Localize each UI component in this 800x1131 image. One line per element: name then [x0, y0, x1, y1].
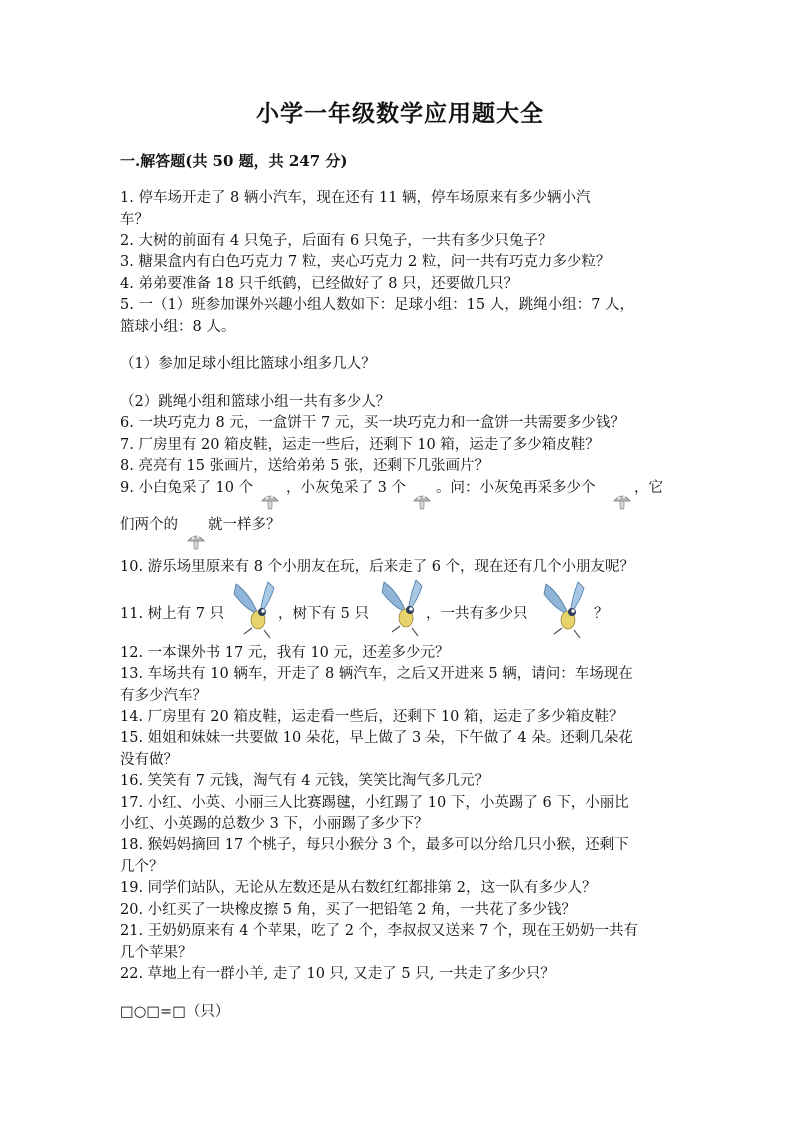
question-line: 2. 大树的前面有 4 只兔子，后面有 6 只兔子，一共有多少只兔子？: [120, 233, 553, 249]
mushroom-icon: [412, 490, 432, 514]
question-line: 14. 厂房里有 20 箱皮鞋，运走看一些后，还剩下 10 箱，运走了多少箱皮鞋？: [120, 709, 624, 725]
bird-icon: [538, 580, 586, 640]
question-line: 18. 猴妈妈摘回 17 个桃子，每只小猴分 3 个，最多可以分给几只小猴，还剩下: [120, 837, 629, 853]
bird-icon: [228, 580, 276, 640]
question-line: 6. 一块巧克力 8 元，一盒饼干 7 元，买一块巧克力和一盒饼一共需要多少钱？: [120, 415, 625, 431]
question-line: 4. 弟弟要准备 18 只千纸鹤，已经做好了 8 只，还要做几只？: [120, 276, 519, 292]
mushroom-icon: [186, 530, 206, 554]
q9-part: 们两个的: [120, 517, 178, 533]
page-title: 小学一年级数学应用题大全: [256, 100, 544, 127]
mushroom-icon: [260, 490, 280, 514]
question-line: 17. 小红、小英、小丽三人比赛踢毽，小红踢了 10 下，小英踢了 6 下，小丽比: [120, 795, 629, 811]
q11-part: ？: [594, 606, 609, 622]
mushroom-icon: [612, 490, 632, 514]
question-line: 21. 王奶奶原来有 4 个苹果，吃了 2 个，李叔叔又送来 7 个，现在王奶奶一共有: [120, 923, 638, 939]
q9-part: ，它: [634, 480, 663, 496]
question-line: 12. 一本课外书 17 元，我有 10 元，还差多少元？: [120, 645, 450, 661]
q11-part: ，树下有 5 只: [278, 606, 369, 622]
bird-icon: [376, 578, 424, 638]
question-line: 5. 一（1）班参加课外兴趣小组人数如下：足球小组：15 人，跳绳小组：7 人，: [120, 297, 635, 313]
answer-formula: □○□=□（只）: [120, 1004, 230, 1020]
question-line: 15. 姐姐和妹妹一共要做 10 朵花，早上做了 3 朵，下午做了 4 朵。还剩几朵花: [120, 730, 633, 746]
q9-part: 就一样多？: [208, 517, 281, 533]
question-line: 有多少汽车？: [120, 688, 207, 704]
question-line: 篮球小组：8 人。: [120, 319, 236, 335]
q9-part: 9. 小白兔采了 10 个: [120, 480, 254, 496]
question-line: 几个苹果？: [120, 945, 193, 961]
question-line: 小红、小英踢的总数少 3 下，小丽踢了多少下？: [120, 816, 429, 832]
q11-part: ，一共有多少只: [426, 606, 528, 622]
q9-part: ，小灰兔采了 3 个: [286, 480, 406, 496]
question-line: 车？: [120, 212, 149, 228]
question-line: （1）参加足球小组比篮球小组多几人？: [120, 356, 376, 372]
question-line: 10. 游乐场里原来有 8 个小朋友在玩，后来走了 6 个，现在还有几个小朋友呢？: [120, 559, 635, 575]
question-line: 3. 糖果盒内有白色巧克力 7 粒，夹心巧克力 2 粒，问一共有巧克力多少粒？: [120, 254, 611, 270]
question-line: 19. 同学们站队，无论从左数还是从右数红红都排第 2，这一队有多少人？: [120, 880, 597, 896]
question-line: 22. 草地上有一群小羊, 走了 10 只, 又走了 5 只, 一共走了多少只？: [120, 966, 555, 982]
question-line: 13. 车场共有 10 辆车，开走了 8 辆汽车，之后又开进来 5 辆，请问：车场现在: [120, 666, 633, 682]
q9-part: 。问：小灰兔再采多少个: [436, 480, 596, 496]
question-line: 没有做？: [120, 752, 178, 768]
question-line: 1. 停车场开走了 8 辆小汽车，现在还有 11 辆，停车场原来有多少辆小汽: [120, 190, 591, 206]
section-heading: 一.解答题(共 50 题，共 247 分): [120, 152, 348, 170]
question-line: 16. 笑笑有 7 元钱，淘气有 4 元钱，笑笑比淘气多几元？: [120, 773, 490, 789]
q11-part: 11. 树上有 7 只: [120, 606, 225, 622]
question-line: 几个？: [120, 859, 164, 875]
question-line: 8. 亮亮有 15 张画片，送给弟弟 5 张，还剩下几张画片？: [120, 458, 490, 474]
question-line: （2）跳绳小组和篮球小组一共有多少人？: [120, 394, 391, 410]
question-line: 20. 小红买了一块橡皮擦 5 角，买了一把铅笔 2 角，一共花了多少钱？: [120, 902, 577, 918]
question-line: 7. 厂房里有 20 箱皮鞋，运走一些后，还剩下 10 箱，运走了多少箱皮鞋？: [120, 437, 600, 453]
